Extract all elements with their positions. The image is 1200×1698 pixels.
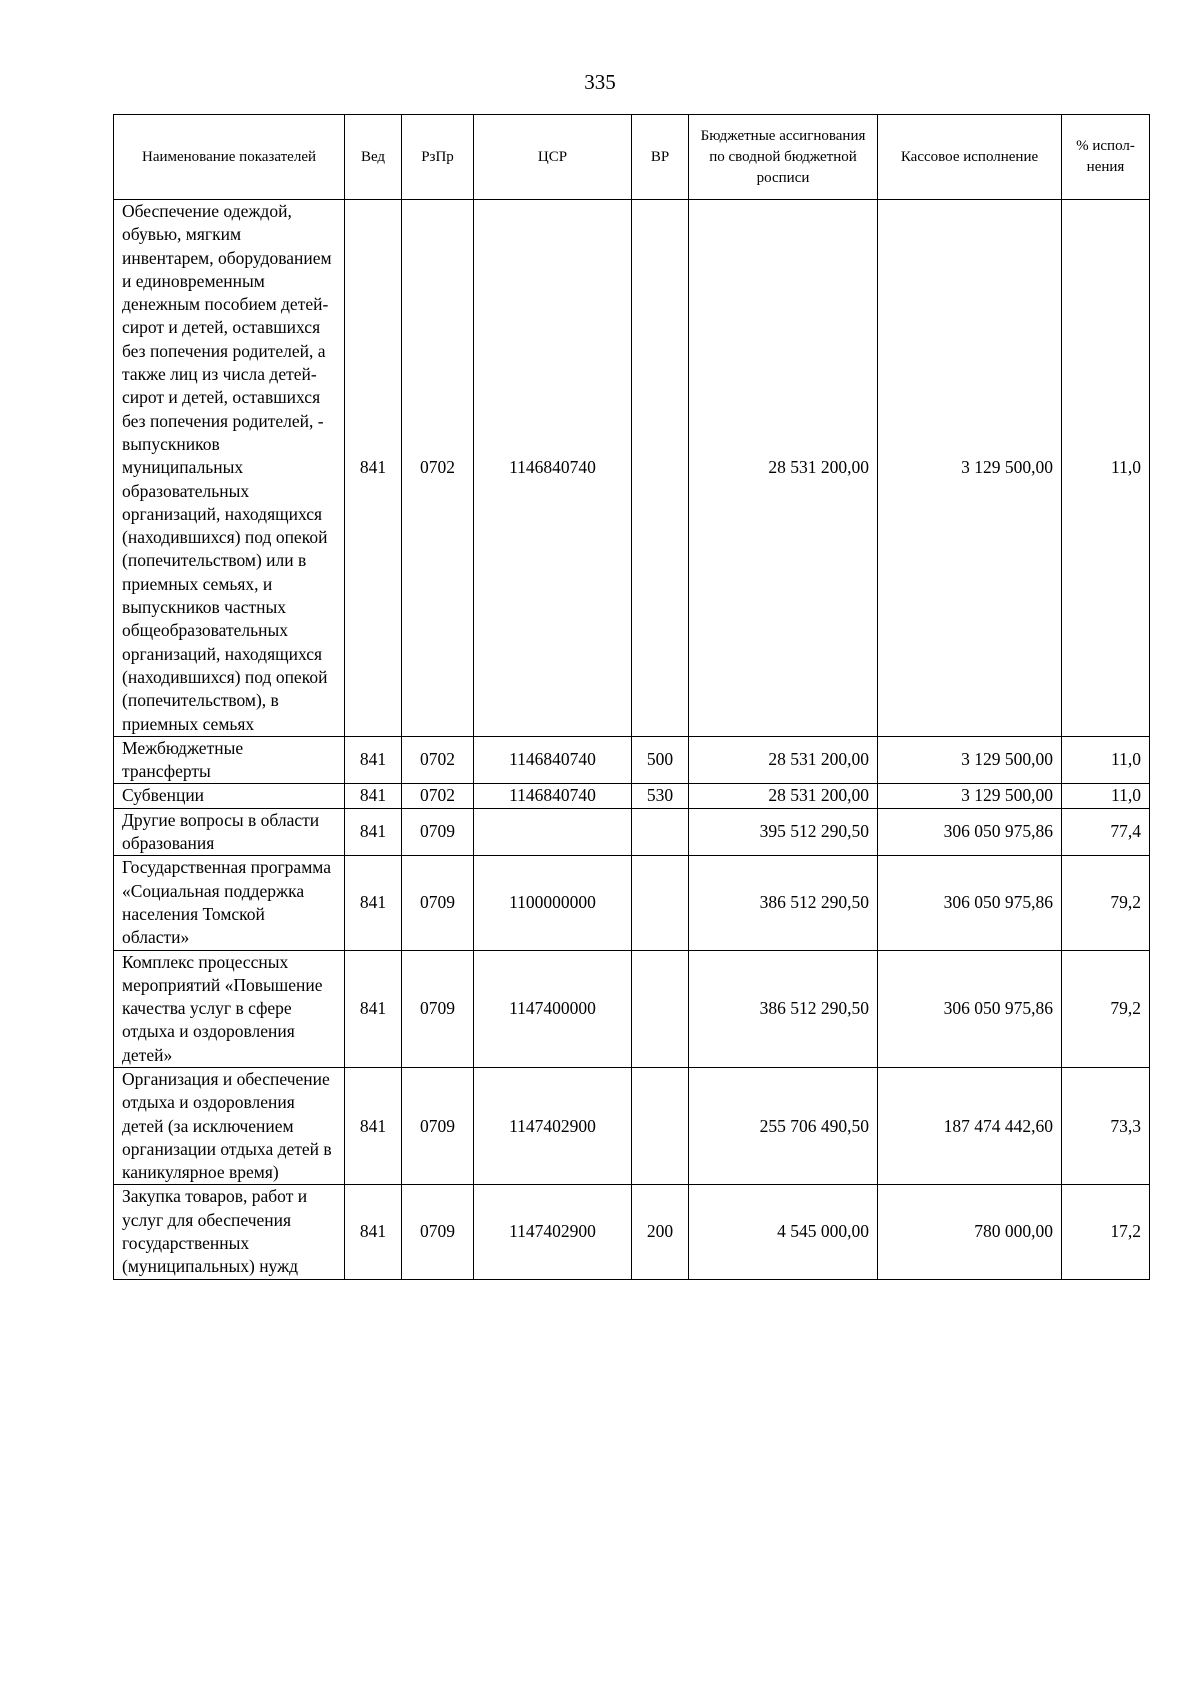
cell-allocated: 395 512 290,50 (689, 808, 878, 856)
header-executed: Кассовое исполнение (878, 115, 1062, 200)
table-row (114, 950, 1150, 1067)
cell-ved: 841 (345, 808, 402, 856)
header-csr: ЦСР (474, 115, 632, 200)
cell-allocated: 28 531 200,00 (689, 736, 878, 784)
cell-vr (632, 856, 689, 950)
table-row (114, 784, 1150, 808)
table-row (114, 808, 1150, 856)
cell-name: Обеспечение одеждой, обувью, мягким инвентарем, оборудованием и единовременным денежным пособием детей-сирот и детей, оставшихся без попечения родителей, а также лиц из числа детей-сирот и детей, оставшихся без попечения родителей, - выпускников муниципальных образовательных организаций, находящихся (находившихся) под опекой (попечительством) или в приемных семьях, и выпускников частных общеобразовательных организаций, находящихся (находившихся) под опекой (попечительством), в приемных семьях (114, 200, 345, 737)
header-row (114, 115, 1150, 200)
cell-csr: 1147402900 (474, 1067, 632, 1184)
cell-vr (632, 200, 689, 737)
cell-percent: 17,2 (1062, 1185, 1150, 1279)
cell-executed: 306 050 975,86 (878, 856, 1062, 950)
cell-csr: 1147402900 (474, 1185, 632, 1279)
cell-allocated: 28 531 200,00 (689, 784, 878, 808)
cell-ved: 841 (345, 1067, 402, 1184)
table-row (114, 1067, 1150, 1184)
cell-percent: 77,4 (1062, 808, 1150, 856)
cell-allocated: 28 531 200,00 (689, 200, 878, 737)
cell-rzpr: 0709 (402, 1067, 474, 1184)
cell-csr: 1146840740 (474, 736, 632, 784)
cell-percent: 11,0 (1062, 200, 1150, 737)
budget-execution-table (113, 114, 1150, 1280)
cell-name: Государственная программа «Социальная поддержка населения Томской области» (114, 856, 345, 950)
cell-vr (632, 1067, 689, 1184)
cell-name: Другие вопросы в области образования (114, 808, 345, 856)
cell-percent: 79,2 (1062, 950, 1150, 1067)
cell-allocated: 386 512 290,50 (689, 950, 878, 1067)
cell-ved: 841 (345, 200, 402, 737)
header-percent: % испол-нения (1062, 115, 1150, 200)
cell-ved: 841 (345, 1185, 402, 1279)
cell-percent: 79,2 (1062, 856, 1150, 950)
cell-allocated: 386 512 290,50 (689, 856, 878, 950)
header-ved: Вед (345, 115, 402, 200)
cell-executed: 3 129 500,00 (878, 200, 1062, 737)
cell-csr: 1100000000 (474, 856, 632, 950)
cell-allocated: 4 545 000,00 (689, 1185, 878, 1279)
cell-name: Комплекс процессных мероприятий «Повышение качества услуг в сфере отдыха и оздоровления детей» (114, 950, 345, 1067)
table-body (114, 200, 1150, 1280)
table-header (114, 115, 1150, 200)
cell-vr: 530 (632, 784, 689, 808)
table-row (114, 736, 1150, 784)
cell-csr: 1146840740 (474, 200, 632, 737)
cell-executed: 3 129 500,00 (878, 784, 1062, 808)
cell-executed: 780 000,00 (878, 1185, 1062, 1279)
cell-rzpr: 0702 (402, 736, 474, 784)
header-name: Наименование показателей (114, 115, 345, 200)
cell-executed: 187 474 442,60 (878, 1067, 1062, 1184)
cell-executed: 306 050 975,86 (878, 950, 1062, 1067)
cell-rzpr: 0702 (402, 200, 474, 737)
header-vr: ВР (632, 115, 689, 200)
cell-name: Организация и обеспечение отдыха и оздоровления детей (за исключением организации отдыха детей в каникулярное время) (114, 1067, 345, 1184)
cell-ved: 841 (345, 856, 402, 950)
cell-vr (632, 808, 689, 856)
cell-csr: 1146840740 (474, 784, 632, 808)
cell-percent: 11,0 (1062, 784, 1150, 808)
cell-vr (632, 950, 689, 1067)
cell-csr (474, 808, 632, 856)
cell-vr: 200 (632, 1185, 689, 1279)
cell-rzpr: 0702 (402, 784, 474, 808)
cell-rzpr: 0709 (402, 950, 474, 1067)
cell-ved: 841 (345, 736, 402, 784)
cell-vr: 500 (632, 736, 689, 784)
header-rzpr: РзПр (402, 115, 474, 200)
cell-csr: 1147400000 (474, 950, 632, 1067)
cell-executed: 3 129 500,00 (878, 736, 1062, 784)
cell-rzpr: 0709 (402, 1185, 474, 1279)
cell-executed: 306 050 975,86 (878, 808, 1062, 856)
cell-allocated: 255 706 490,50 (689, 1067, 878, 1184)
cell-rzpr: 0709 (402, 808, 474, 856)
cell-ved: 841 (345, 950, 402, 1067)
cell-percent: 73,3 (1062, 1067, 1150, 1184)
cell-name: Закупка товаров, работ и услуг для обеспечения государственных (муниципальных) нужд (114, 1185, 345, 1279)
header-allocated: Бюджетные ассигнования по сводной бюджетной росписи (689, 115, 878, 200)
page-number: 335 (584, 70, 616, 94)
cell-rzpr: 0709 (402, 856, 474, 950)
cell-ved: 841 (345, 784, 402, 808)
table-row (114, 1185, 1150, 1279)
cell-percent: 11,0 (1062, 736, 1150, 784)
table-row (114, 200, 1150, 737)
table-row (114, 856, 1150, 950)
cell-name: Субвенции (114, 784, 345, 808)
cell-name: Межбюджетные трансферты (114, 736, 345, 784)
